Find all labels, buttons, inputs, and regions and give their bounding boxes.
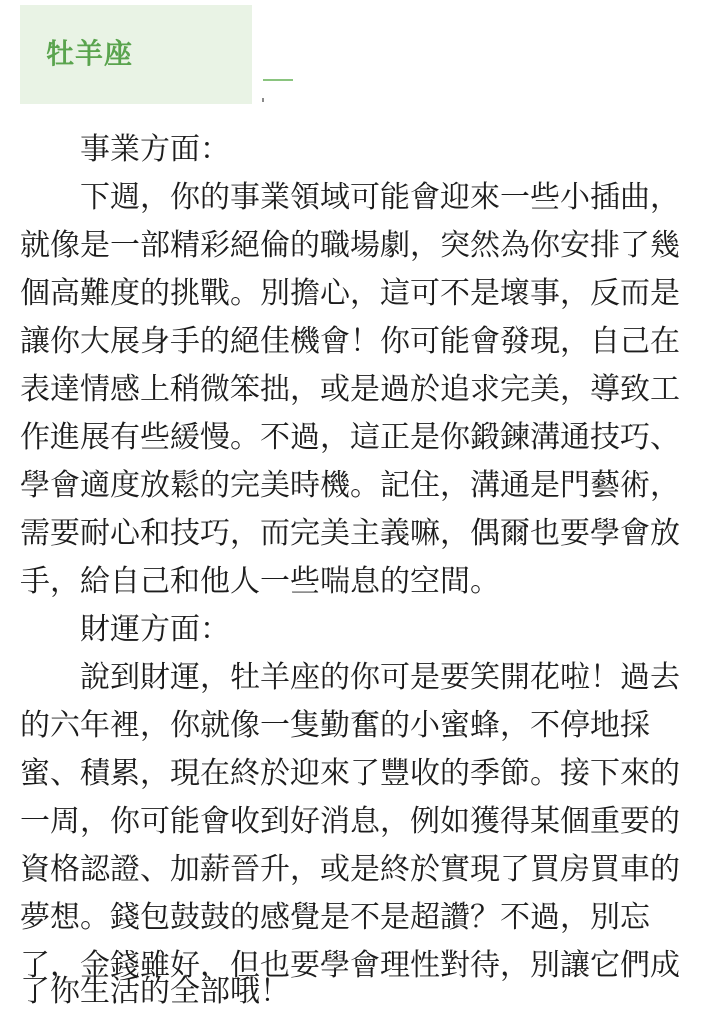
paragraph-line: 下週，你的事業領域可能會迎來一些小插曲， [80,180,680,215]
paragraph-line: 讓你大展身手的絕佳機會！你可能會發現，自己在 [20,324,680,359]
paragraph-line: 說到財運，牡羊座的你可是要笑開花啦！過去 [80,660,680,695]
paragraph-line: 一周，你可能會收到好消息，例如獲得某個重要的 [20,804,680,839]
section-heading-wealth: 財運方面： [80,612,230,647]
paragraph-line: 夢想。錢包鼓鼓的感覺是不是超讚？不過，別忘 [20,900,650,935]
paragraph-line: 手，給自己和他人一些喘息的空間。 [20,564,500,599]
paragraph-line: 了你生活的全部哦！ [20,974,290,1009]
paragraph-line: 需要耐心和技巧，而完美主義嘛，偶爾也要學會放 [20,516,680,551]
paragraph-line: 的六年裡，你就像一隻勤奮的小蜜蜂，不停地採 [20,708,650,743]
paragraph-line: 就像是一部精彩絕倫的職場劇，突然為你安排了幾 [20,228,680,263]
paragraph-line: 表達情感上稍微笨拙，或是過於追求完美，導致工 [20,372,680,407]
paragraph-line: 學會適度放鬆的完美時機。記住，溝通是門藝術， [20,468,680,503]
title-underline-decoration [263,79,293,81]
section-heading-career: 事業方面： [80,132,230,167]
paragraph-line: 了，金錢雖好，但也要學會理性對待，別讓它們成 [20,948,680,983]
paragraph-line: 個高難度的挑戰。別擔心，這可不是壞事，反而是 [20,276,680,311]
paragraph-line: 資格認證、加薪晉升，或是終於實現了買房買車的 [20,852,680,887]
paragraph-line: 作進展有些緩慢。不過，這正是你鍛鍊溝通技巧、 [20,420,680,455]
paragraph-line: 蜜、積累，現在終於迎來了豐收的季節。接下來的 [20,756,680,791]
divider-tick [262,98,264,102]
page-title: 牡羊座 [46,37,134,70]
